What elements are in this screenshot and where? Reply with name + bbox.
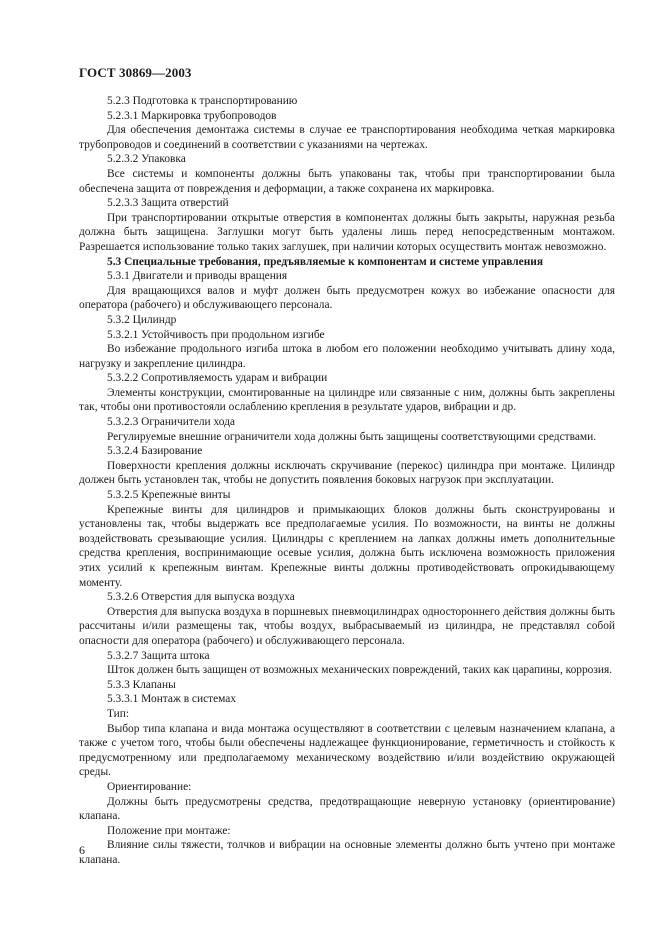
body-paragraph: Элементы конструкции, смонтированные на цилиндре или связанные с ним, должны быть закреплены так, чтобы они противостояли ослаблению крепления в результате ударов, вибрации и др.	[79, 386, 615, 414]
body-paragraph: Шток должен быть защищен от возможных механических повреждений, таких как царапины, коррозия.	[107, 664, 613, 677]
subsection-heading: 5.3.2.7 Защита штока	[107, 649, 210, 662]
body-paragraph: Все системы и компоненты должны быть упакованы так, чтобы при транспортировании была обеспечена защита от повреждения и деформации, а также сохранена их маркировка.	[79, 167, 615, 195]
page-number: 6	[79, 843, 85, 857]
body-paragraph: Поверхности крепления должны исключать скручивание (перекос) цилиндра при монтаже. Цилиндр должен быть установлен так, чтобы не допустить появления боковых нагрузок при эксплуатации.	[79, 459, 615, 487]
body-paragraph: Во избежание продольного изгиба штока в любом его положении необходимо учитывать длину хода, нагрузку и закрепление цилиндра.	[79, 343, 615, 370]
document-header: ГОСТ 30869—2003	[79, 65, 192, 80]
subsection-heading: 5.3.2.1 Устойчивость при продольном изгибе	[107, 328, 325, 341]
subsection-heading: 5.3.3 Клапаны	[107, 678, 176, 691]
subsection-heading: 5.3.1 Двигатели и приводы вращения	[107, 270, 288, 283]
body-paragraph: Отверстия для выпуска воздуха в поршневых пневмоцилиндрах одностороннего действия должны быть рассчитаны и/или размещены так, чтобы воздух, выбрасываемый из цилиндра, не представлял собой опасности для оператора (рабочего) и обслуживающего персонала.	[79, 605, 615, 647]
subsection-heading: 5.3.2.5 Крепежные винты	[107, 489, 231, 502]
body-paragraph: При транспортировании открытые отверстия в компонентах должны быть закрыты, наружная резьба должна быть защищена. Заглушки могут быть удалены лишь перед непосредственным монтажом. Разрешается использование только таких заглушек, при наличии которых осуществить монтаж невозможно.	[79, 211, 615, 253]
body-paragraph: Должны быть предусмотрены средства, предотвращающие неверную установку (ориентирование) клапана.	[79, 795, 615, 823]
subsection-heading: 5.3.2.3 Ограничители хода	[107, 416, 235, 429]
subsection-heading: 5.2.3.1 Маркировка трубопроводов	[107, 109, 277, 122]
body-paragraph: Для обеспечения демонтажа системы в случае ее транспортирования необходима четкая маркировка трубопроводов и соединений в соответствии с указаниями на чертежах.	[79, 124, 615, 151]
body-paragraph: Влияние силы тяжести, толчков и вибрации на основные элементы должно быть учтено при монтаже клапана.	[79, 839, 615, 866]
subsection-heading: 5.3.3.1 Монтаж в системах	[107, 693, 237, 706]
subsection-heading: 5.2.3.3 Защита отверстий	[107, 197, 229, 210]
subsection-heading: 5.3.2.4 Базирование	[107, 445, 203, 458]
document-body	[79, 94, 615, 867]
subsection-heading: 5.2.3.2 Упаковка	[107, 153, 186, 166]
section-heading: 5.3 Специальные требования, предъявляемые к компонентам и системе управления	[107, 255, 544, 268]
body-paragraph: Для вращающихся валов и муфт должен быть предусмотрен кожух во избежание опасности для оператора (рабочего) и обслуживающего персонала.	[79, 284, 615, 312]
subsection-heading: 5.2.3 Подготовка к транспортированию	[107, 95, 298, 107]
subsection-heading: 5.3.2 Цилиндр	[107, 313, 177, 326]
body-paragraph: Регулируемые внешние ограничители хода должны быть защищены соответствующими средствами.	[107, 430, 597, 443]
body-paragraph: Выбор типа клапана и вида монтажа осуществляют в соответствии с целевым назначением клапана, а также с учетом того, чтобы были обеспечены надлежащее функционирование, герметичность и стойкость к предусмотренному или предполагаемому механическому воздействию и/или воздействию окружающей среды.	[79, 722, 615, 779]
subsection-heading: Ориентирование:	[107, 780, 192, 793]
subsection-heading: Тип:	[107, 707, 130, 720]
subsection-heading: 5.3.2.2 Сопротивляемость ударам и вибрации	[107, 372, 328, 385]
body-paragraph: Крепежные винты для цилиндров и примыкающих блоков должны быть сконструированы и установлены так, чтобы выдержать все предполагаемые усилия. По возможности, на винты не должны воздействовать срезывающие усилия. Цилиндры с креплением на лапках должны иметь дополнительные средства крепления, воспринимающие осевые усилия, должна быть исключена возможность приложения этих усилий к крепежным винтам. Крепежные винты должны противодействовать опрокидывающему моменту.	[79, 503, 615, 589]
subsection-heading: 5.3.2.6 Отверстия для выпуска воздуха	[107, 591, 295, 604]
subsection-heading: Положение при монтаже:	[107, 824, 231, 837]
